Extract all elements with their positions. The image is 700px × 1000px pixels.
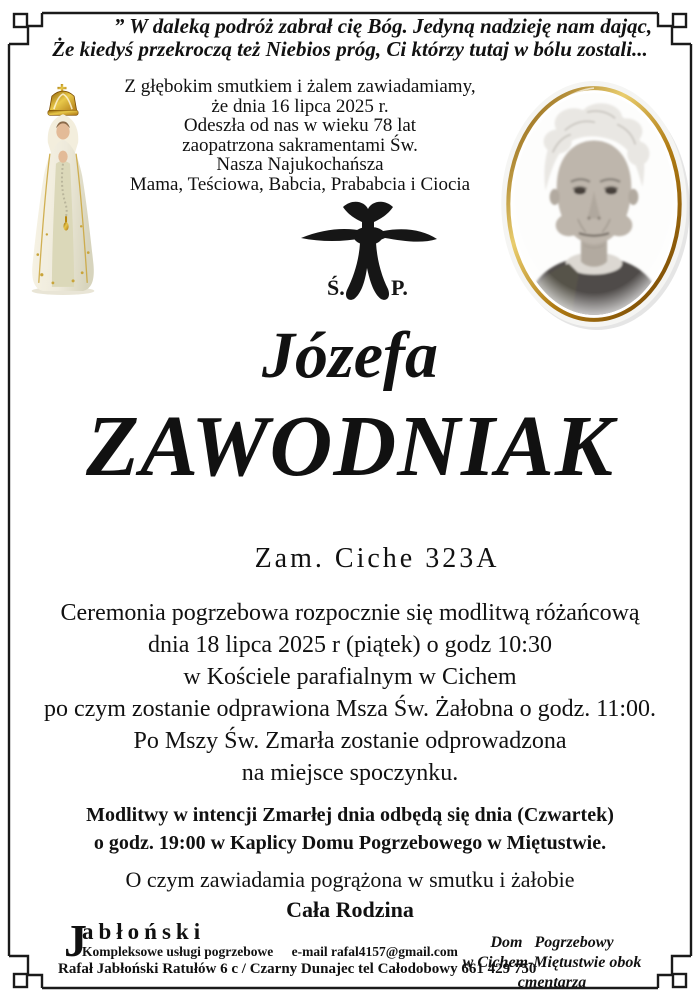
announcement-line: zaopatrzona sakramentami Św. — [182, 134, 418, 156]
funeral-home-line-1: Dom Pogrzebowy — [490, 934, 614, 951]
deceased-residence: Zam. Ciche 323A — [254, 543, 500, 574]
memorial-cross-icon — [292, 196, 446, 308]
announcement-line: Odeszła od nas w wieku 78 lat — [183, 115, 417, 136]
deceased-first-name: Józefa — [262, 319, 438, 392]
sp-right-letter: P. — [391, 275, 408, 300]
company-logo-initial: J — [64, 915, 87, 966]
announcement-line: Z głębokim smutkiem i żalem zawiadamiamy, — [124, 76, 476, 97]
announcement-line: że dnia 16 lipca 2025 r. — [211, 95, 389, 117]
company-logo-name: abłoński — [82, 919, 206, 944]
deceased-last-name: ZAWODNIAK — [86, 397, 614, 494]
ceremony-line: na miejsce spoczynku. — [241, 760, 459, 786]
ceremony-line: Po Mszy Św. Zmarła zostanie odprowadzona — [133, 728, 567, 754]
quote-line-1: ” W daleką podróż zabrał cię Bóg. Jedyną nadzieję nam dając, — [113, 14, 653, 38]
funeral-company-block — [48, 915, 537, 979]
ceremony-line: w Kościele parafialnym w Cichem — [183, 664, 517, 690]
funeral-home-line-2: w Cichem-Miętustwie obok cmentarza — [462, 954, 642, 991]
announcement-line: Mama, Teściowa, Babcia, Prababcia i Ciocia — [129, 173, 471, 195]
company-email: e-mail rafal4157@gmail.com — [291, 944, 458, 959]
prayers-notice — [0, 801, 700, 857]
ceremony-details — [0, 597, 700, 789]
family-signature: Cała Rodzina — [286, 897, 414, 922]
sp-left-letter: Ś. — [327, 275, 345, 300]
opening-quote — [0, 15, 700, 61]
company-services-line — [82, 943, 458, 960]
ceremony-line: dnia 18 lipca 2025 r (piątek) o godz 10:30 — [148, 632, 552, 658]
prayers-line: o godz. 19:00 w Kaplicy Domu Pogrzebowego w Miętustwie. — [93, 832, 607, 854]
ceremony-line: po czym zostanie odprawiona Msza Św. Żałobna o godz. 11:00. — [43, 696, 657, 722]
funeral-home-location-block — [428, 933, 676, 993]
quote-line-2: Że kiedyś przekroczą też Niebios próg, Ci którzy tutaj w bólu zostali... — [52, 37, 648, 61]
company-contact: Rafał Jabłoński Ratułów 6 c / Czarny Dunajec tel Całodobowy 661 429 750 — [58, 961, 537, 977]
ceremony-line: Ceremonia pogrzebowa rozpocznie się modlitwą różańcową — [60, 600, 640, 626]
closing-notice: O czym zawiadamia pogrążona w smutku i żałobie — [125, 867, 575, 892]
prayers-line: Modlitwy w intencji Zmarłej dnia odbędą się dnia (Czwartek) — [86, 804, 614, 826]
company-services: Kompleksowe usługi pogrzebowe — [82, 944, 274, 959]
announcement-text — [65, 77, 535, 194]
announcement-line: Nasza Najukochańsza — [216, 154, 384, 175]
